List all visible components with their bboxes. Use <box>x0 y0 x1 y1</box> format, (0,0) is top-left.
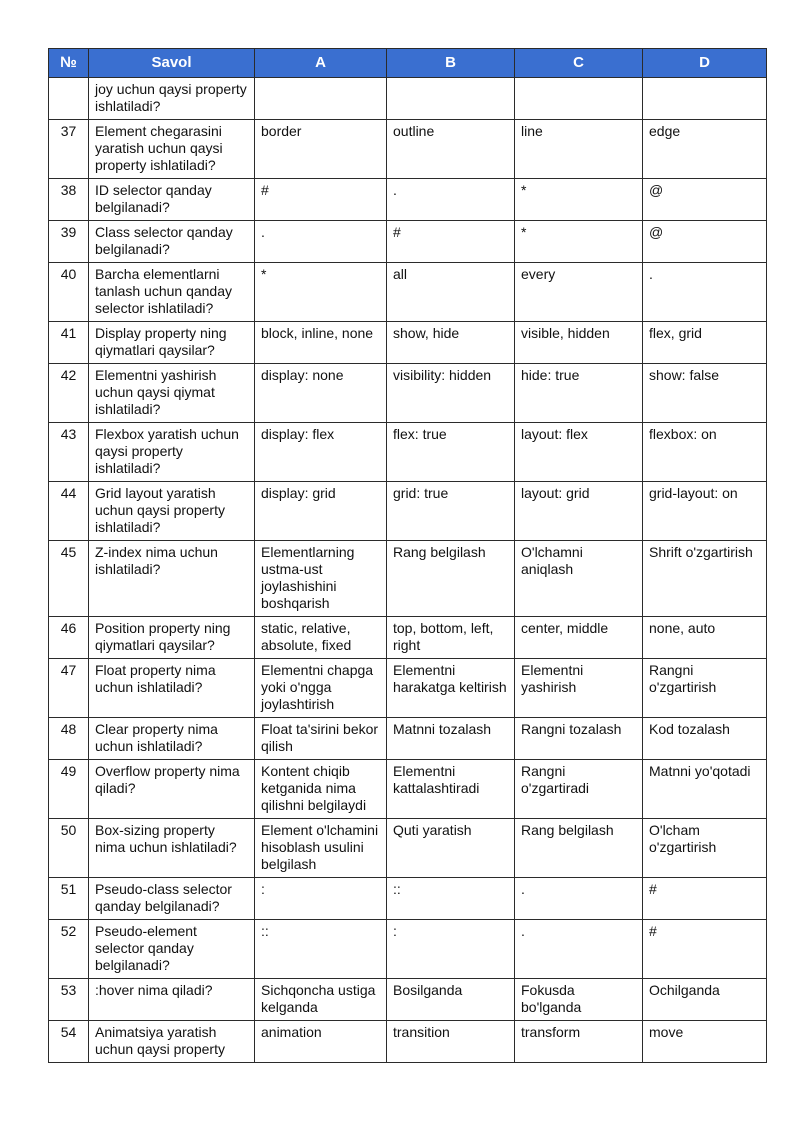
cell-option-b: grid: true <box>387 482 515 541</box>
cell-option-b: transition <box>387 1021 515 1063</box>
cell-number: 42 <box>49 364 89 423</box>
cell-option-b: outline <box>387 120 515 179</box>
cell-option-b: Elementni kattalashtiradi <box>387 760 515 819</box>
cell-option-d: show: false <box>643 364 767 423</box>
table-row <box>49 659 767 718</box>
table-row <box>49 920 767 979</box>
table-row <box>49 617 767 659</box>
cell-option-d: # <box>643 878 767 920</box>
cell-option-a: display: grid <box>255 482 387 541</box>
cell-option-d: @ <box>643 221 767 263</box>
cell-option-c: Elementni yashirish <box>515 659 643 718</box>
cell-option-b: visibility: hidden <box>387 364 515 423</box>
table-row <box>49 878 767 920</box>
cell-option-c: layout: grid <box>515 482 643 541</box>
cell-option-d <box>643 78 767 120</box>
cell-option-c <box>515 78 643 120</box>
cell-option-c: Rangni o'zgartiradi <box>515 760 643 819</box>
cell-option-a: animation <box>255 1021 387 1063</box>
cell-option-d: Rangni o'zgartirish <box>643 659 767 718</box>
cell-option-c: Rangni tozalash <box>515 718 643 760</box>
table-row <box>49 263 767 322</box>
header-question: Savol <box>89 49 255 78</box>
cell-question: Z-index nima uchun ishlatiladi? <box>89 541 255 617</box>
table-row <box>49 482 767 541</box>
cell-number: 50 <box>49 819 89 878</box>
cell-question: Class selector qanday belgilanadi? <box>89 221 255 263</box>
cell-option-c: every <box>515 263 643 322</box>
table-row <box>49 364 767 423</box>
cell-question: Display property ning qiymatlari qaysilar? <box>89 322 255 364</box>
cell-question: ID selector qanday belgilanadi? <box>89 179 255 221</box>
table-row <box>49 78 767 120</box>
cell-option-a: border <box>255 120 387 179</box>
cell-option-b: all <box>387 263 515 322</box>
table-row <box>49 718 767 760</box>
cell-question: Grid layout yaratish uchun qaysi property ishlatiladi? <box>89 482 255 541</box>
cell-option-c: transform <box>515 1021 643 1063</box>
cell-question: Element chegarasini yaratish uchun qaysi property ishlatiladi? <box>89 120 255 179</box>
cell-number: 43 <box>49 423 89 482</box>
cell-option-a: . <box>255 221 387 263</box>
cell-number: 44 <box>49 482 89 541</box>
cell-option-a: Kontent chiqib ketganida nima qilishni belgilaydi <box>255 760 387 819</box>
cell-option-c: O'lchamni aniqlash <box>515 541 643 617</box>
cell-option-d: none, auto <box>643 617 767 659</box>
table-row <box>49 1021 767 1063</box>
cell-option-d: Ochilganda <box>643 979 767 1021</box>
cell-option-a: Element o'lchamini hisoblash usulini belgilash <box>255 819 387 878</box>
cell-option-b <box>387 78 515 120</box>
cell-question: Animatsiya yaratish uchun qaysi property <box>89 1021 255 1063</box>
cell-option-d: . <box>643 263 767 322</box>
cell-question: Elementni yashirish uchun qaysi qiymat ishlatiladi? <box>89 364 255 423</box>
cell-option-a: : <box>255 878 387 920</box>
table-row <box>49 541 767 617</box>
table-row <box>49 760 767 819</box>
cell-option-c: * <box>515 179 643 221</box>
cell-number: 47 <box>49 659 89 718</box>
cell-option-b: . <box>387 179 515 221</box>
cell-option-c: Rang belgilash <box>515 819 643 878</box>
cell-question: Overflow property nima qiladi? <box>89 760 255 819</box>
table-row <box>49 120 767 179</box>
cell-option-a: Elementlarning ustma-ust joylashishini boshqarish <box>255 541 387 617</box>
cell-question: Pseudo-class selector qanday belgilanadi? <box>89 878 255 920</box>
cell-number: 51 <box>49 878 89 920</box>
cell-option-c: visible, hidden <box>515 322 643 364</box>
cell-option-b: Bosilganda <box>387 979 515 1021</box>
cell-option-a: static, relative, absolute, fixed <box>255 617 387 659</box>
cell-question: Flexbox yaratish uchun qaysi property ishlatiladi? <box>89 423 255 482</box>
table-row <box>49 221 767 263</box>
cell-option-b: top, bottom, left, right <box>387 617 515 659</box>
cell-option-d: O'lcham o'zgartirish <box>643 819 767 878</box>
cell-option-c: * <box>515 221 643 263</box>
cell-option-c: Fokusda bo'lganda <box>515 979 643 1021</box>
cell-option-c: center, middle <box>515 617 643 659</box>
cell-option-a <box>255 78 387 120</box>
cell-option-b: : <box>387 920 515 979</box>
cell-question: :hover nima qiladi? <box>89 979 255 1021</box>
header-option-b: B <box>387 49 515 78</box>
cell-option-d: flexbox: on <box>643 423 767 482</box>
cell-option-a: block, inline, none <box>255 322 387 364</box>
table-row <box>49 979 767 1021</box>
cell-option-b: Quti yaratish <box>387 819 515 878</box>
cell-option-a: Float ta'sirini bekor qilish <box>255 718 387 760</box>
cell-number: 45 <box>49 541 89 617</box>
cell-question: Barcha elementlarni tanlash uchun qanday selector ishlatiladi? <box>89 263 255 322</box>
cell-number: 52 <box>49 920 89 979</box>
table-row <box>49 819 767 878</box>
table-row <box>49 179 767 221</box>
quiz-table <box>48 48 767 1063</box>
cell-question: Clear property nima uchun ishlatiladi? <box>89 718 255 760</box>
cell-option-a: display: none <box>255 364 387 423</box>
cell-number: 39 <box>49 221 89 263</box>
cell-number: 53 <box>49 979 89 1021</box>
cell-option-a: Elementni chapga yoki o'ngga joylashtirish <box>255 659 387 718</box>
cell-option-b: flex: true <box>387 423 515 482</box>
header-row <box>49 49 767 78</box>
cell-question: Pseudo-element selector qanday belgilanadi? <box>89 920 255 979</box>
cell-number: 41 <box>49 322 89 364</box>
table-body <box>49 78 767 1063</box>
cell-option-b: show, hide <box>387 322 515 364</box>
cell-option-d: Kod tozalash <box>643 718 767 760</box>
cell-option-b: :: <box>387 878 515 920</box>
cell-option-d: @ <box>643 179 767 221</box>
cell-option-c: . <box>515 878 643 920</box>
cell-question: Box-sizing property nima uchun ishlatiladi? <box>89 819 255 878</box>
cell-option-d: Matnni yo'qotadi <box>643 760 767 819</box>
cell-number: 46 <box>49 617 89 659</box>
cell-number: 49 <box>49 760 89 819</box>
cell-option-a: display: flex <box>255 423 387 482</box>
cell-option-b: Elementni harakatga keltirish <box>387 659 515 718</box>
cell-number <box>49 78 89 120</box>
cell-option-b: Matnni tozalash <box>387 718 515 760</box>
cell-option-a: * <box>255 263 387 322</box>
table-row <box>49 322 767 364</box>
cell-option-b: Rang belgilash <box>387 541 515 617</box>
cell-question: Float property nima uchun ishlatiladi? <box>89 659 255 718</box>
header-option-a: A <box>255 49 387 78</box>
table-row <box>49 423 767 482</box>
cell-option-c: layout: flex <box>515 423 643 482</box>
cell-number: 48 <box>49 718 89 760</box>
cell-option-d: flex, grid <box>643 322 767 364</box>
cell-option-a: Sichqoncha ustiga kelganda <box>255 979 387 1021</box>
cell-option-d: edge <box>643 120 767 179</box>
table-header <box>49 49 767 78</box>
cell-option-a: :: <box>255 920 387 979</box>
cell-option-a: # <box>255 179 387 221</box>
header-option-d: D <box>643 49 767 78</box>
cell-option-d: Shrift o'zgartirish <box>643 541 767 617</box>
cell-option-c: line <box>515 120 643 179</box>
cell-option-d: move <box>643 1021 767 1063</box>
header-number: № <box>49 49 89 78</box>
cell-option-c: . <box>515 920 643 979</box>
cell-number: 38 <box>49 179 89 221</box>
cell-option-b: # <box>387 221 515 263</box>
cell-option-d: grid-layout: on <box>643 482 767 541</box>
cell-option-d: # <box>643 920 767 979</box>
cell-number: 54 <box>49 1021 89 1063</box>
cell-number: 40 <box>49 263 89 322</box>
cell-number: 37 <box>49 120 89 179</box>
cell-question: joy uchun qaysi property ishlatiladi? <box>89 78 255 120</box>
cell-option-c: hide: true <box>515 364 643 423</box>
header-option-c: C <box>515 49 643 78</box>
cell-question: Position property ning qiymatlari qaysilar? <box>89 617 255 659</box>
